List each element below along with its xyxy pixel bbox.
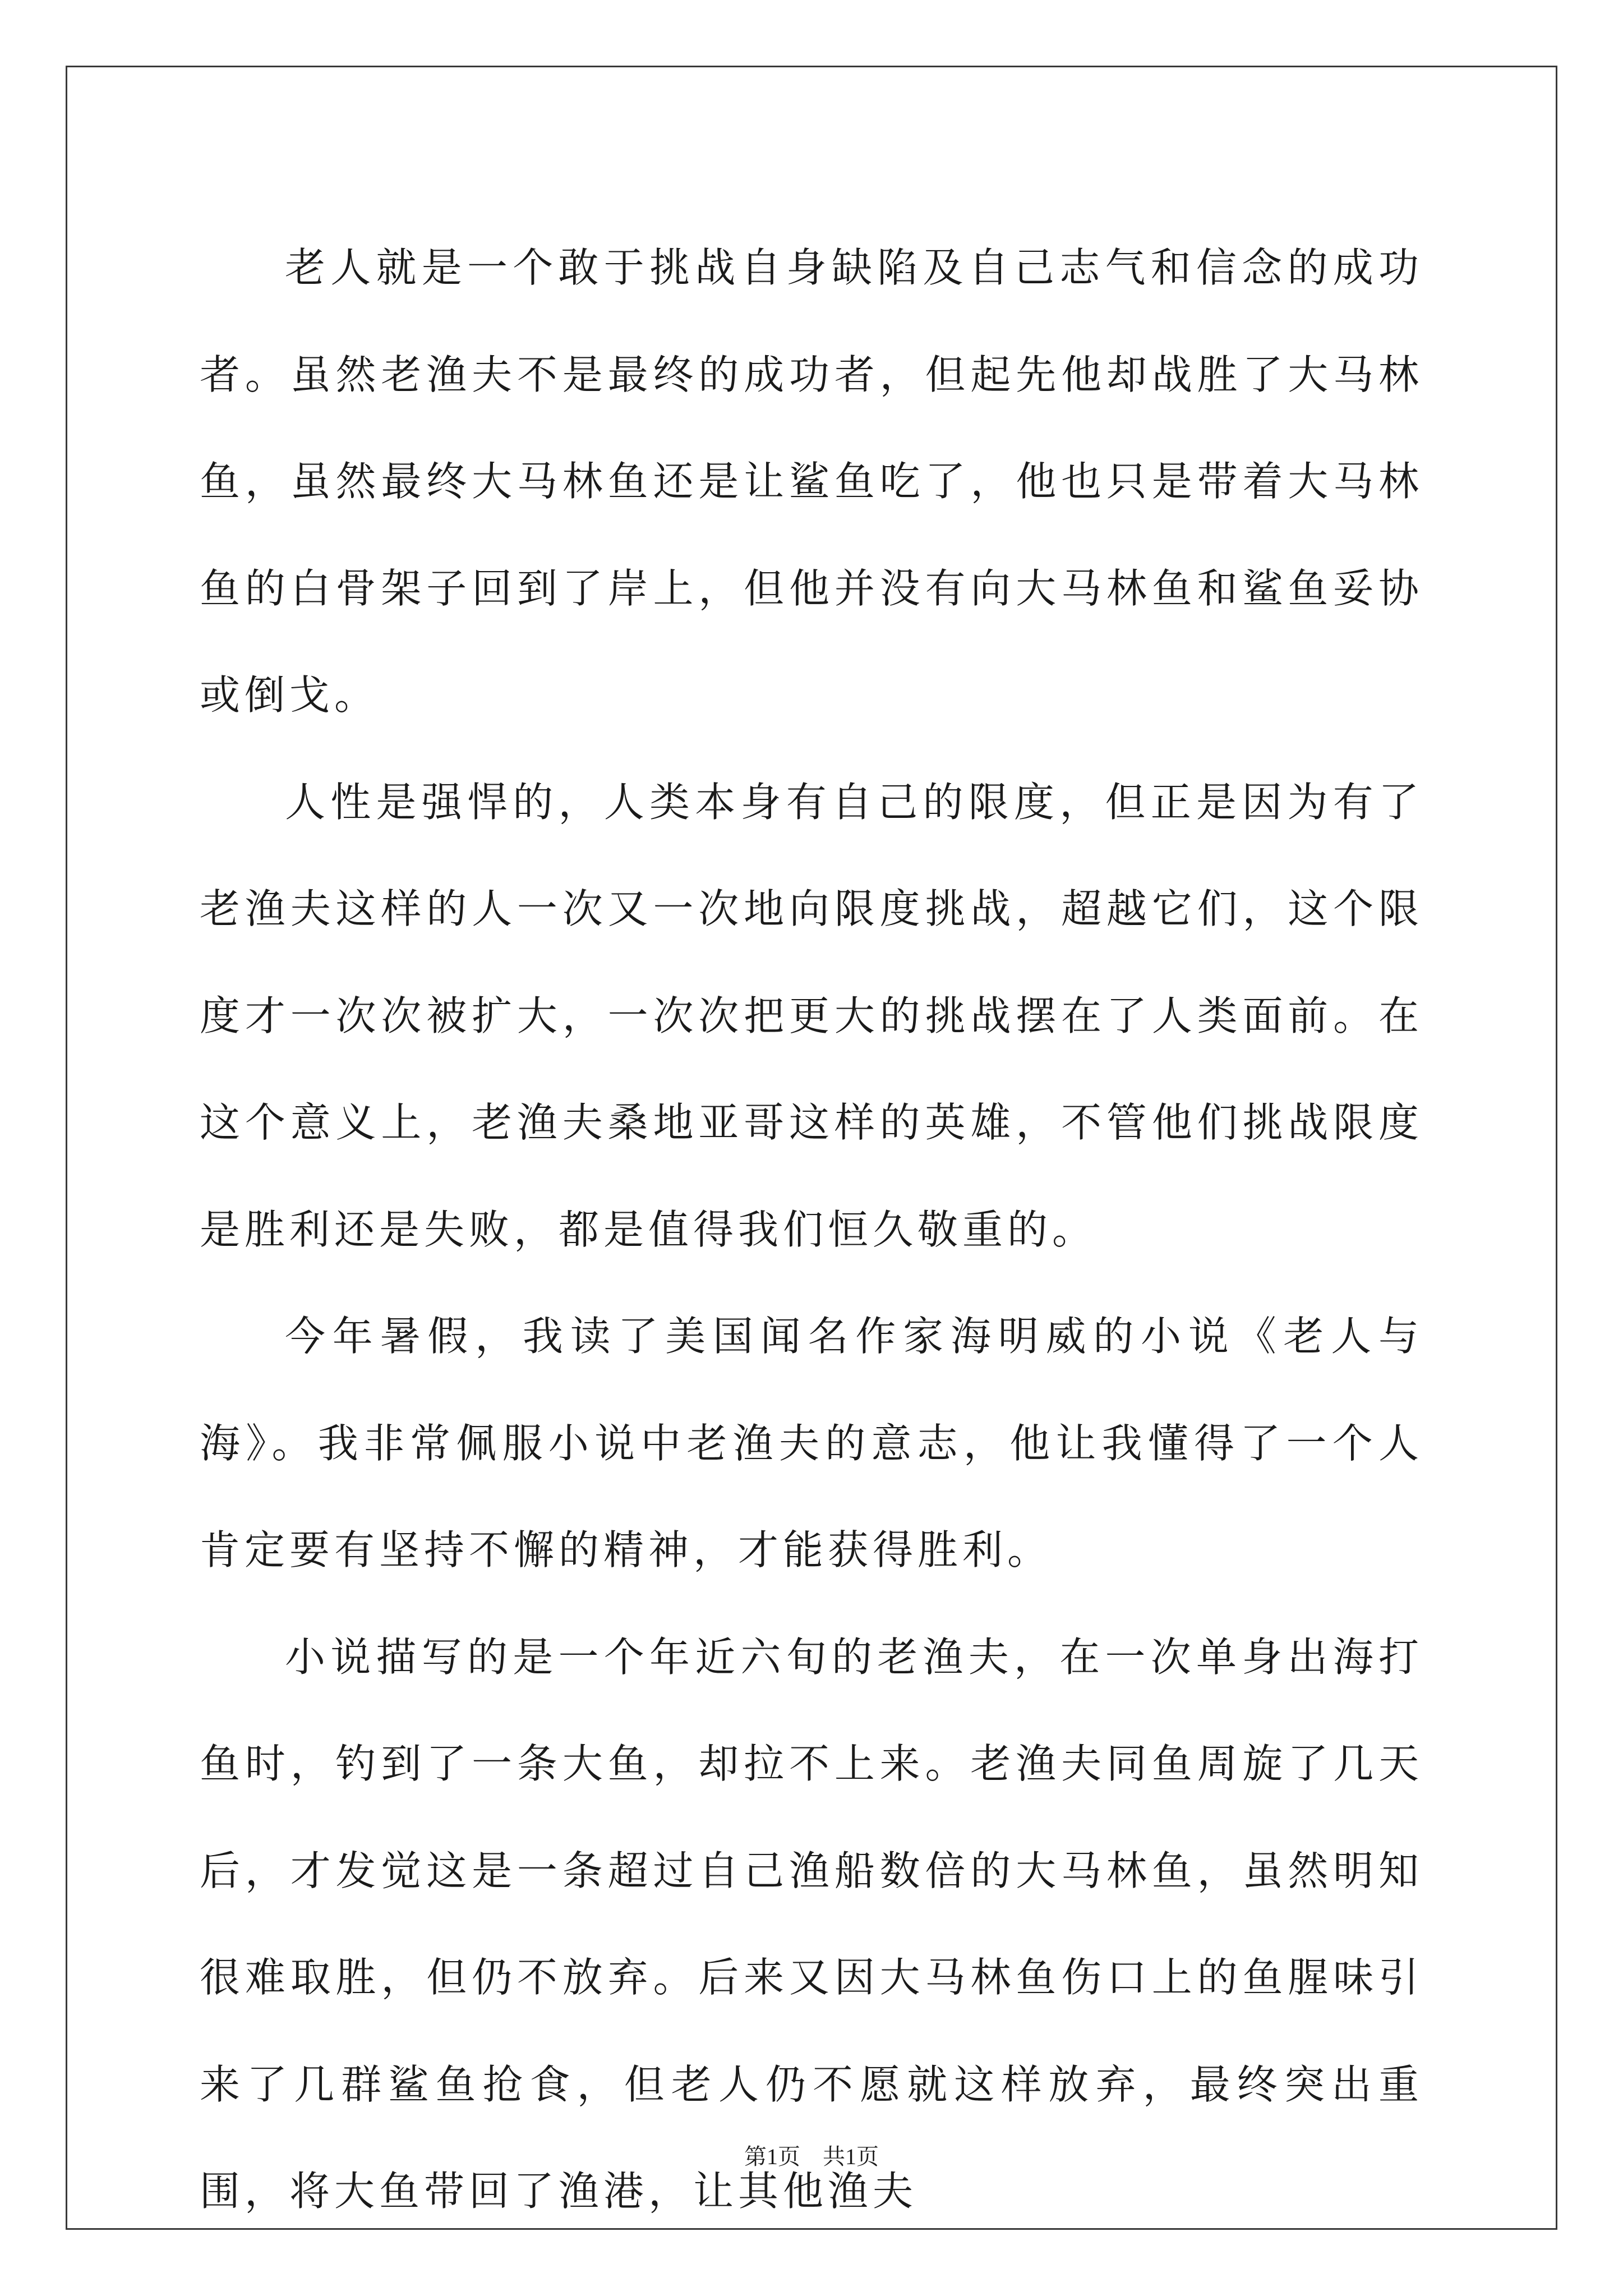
- document-body: [200, 214, 1423, 2245]
- paragraph-2: 人性是强悍的，人类本身有自己的限度，但正是因为有了老渔夫这样的人一次又一次地向限度挑战，超越它们，这个限度才一次次被扩大，一次次把更大的挑战摆在了人类面前。在这个意义上，老渔夫桑地亚哥这样的英雄，不管他们挑战限度是胜利还是失败，都是值得我们恒久敬重的。: [200, 778, 1423, 1253]
- paragraph-3: 今年暑假，我读了美国闻名作家海明威的小说《老人与海》。我非常佩服小说中老渔夫的意志，他让我懂得了一个人肯定要有坚持不懈的精神，才能获得胜利。: [200, 1313, 1423, 1573]
- paragraph-4: 小说描写的是一个年近六旬的老渔夫，在一次单身出海打鱼时，钓到了一条大鱼，却拉不上来。老渔夫同鱼周旋了几天后，才发觉这是一条超过自己渔船数倍的大马林鱼，虽然明知很难取胜，但仍不放弃。后来又因大马林鱼伤口上的鱼腥味引来了几群鲨鱼抢食，但老人仍不愿就这样放弃，最终突出重围，将大鱼带回了渔港，让其他渔夫: [200, 1633, 1423, 2215]
- page-number-footer: 第1页 共1页: [744, 2144, 879, 2169]
- paragraph-1: 老人就是一个敢于挑战自身缺陷及自己志气和信念的成功者。虽然老渔夫不是最终的成功者，但起先他却战胜了大马林鱼，虽然最终大马林鱼还是让鲨鱼吃了，他也只是带着大马林鱼的白骨架子回到了岸上，但他并没有向大马林鱼和鲨鱼妥协或倒戈。: [200, 244, 1423, 719]
